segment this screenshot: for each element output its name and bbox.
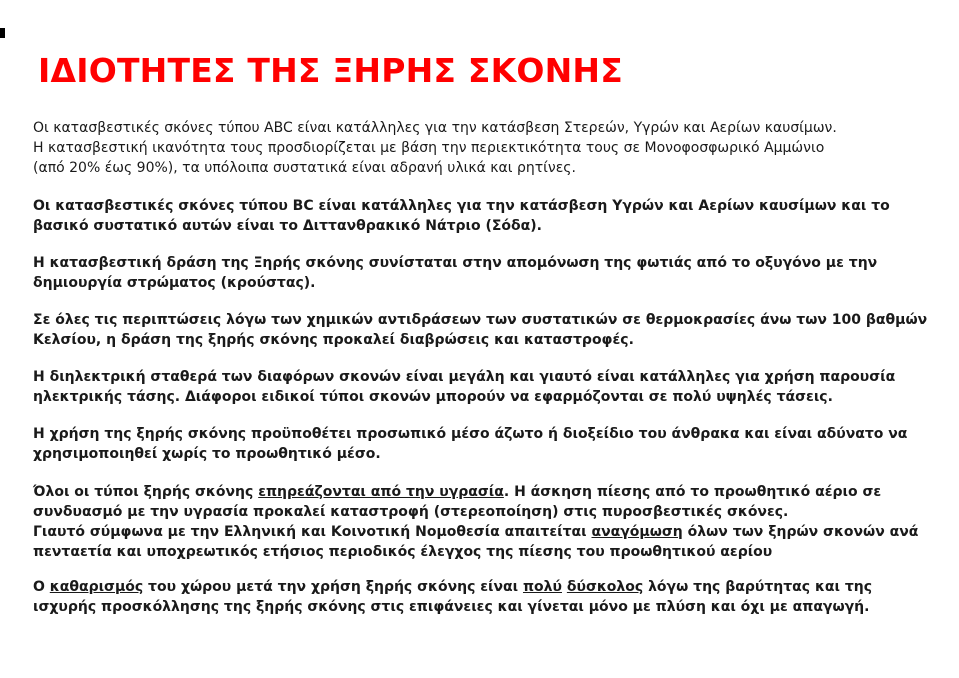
text-segment: Όλοι οι τύποι ξηρής σκόνης: [33, 484, 259, 500]
text-line: Σε όλες τις περιπτώσεις λόγω των χημικών αντιδράσεων των συστατικών σε θερμοκρασίες άνω των 100 βαθμών: [33, 312, 928, 328]
paragraph-dielectric: [33, 367, 938, 407]
text-line: Οι κατασβεστικές σκόνες τύπου ABC είναι κατάλληλες για την κατάσβεση Στερεών, Υγρών και Αερίων καυσίμων.: [33, 120, 837, 136]
text-line: Η χρήση της ξηρής σκόνης προϋποθέτει προσωπικό μέσο άζωτο ή διοξείδιο του άνθρακα και είναι αδύνατο να: [33, 426, 908, 442]
text-segment: . Η άσκηση πίεσης από το προωθητικό αέριο σε: [503, 484, 882, 500]
paragraph-corrosion: [33, 310, 938, 350]
text-line: χρησιμοποιηθεί χωρίς το προωθητικό μέσο.: [33, 446, 381, 462]
corner-mark: [0, 28, 5, 38]
paragraph-humidity: [33, 482, 938, 562]
text-segment: Γιαυτό σύμφωνα με την Ελληνική και Κοινοτική Νομοθεσία απαιτείται: [33, 524, 592, 540]
text-segment: Ο: [33, 579, 50, 595]
paragraph-abc-powders: [33, 118, 938, 178]
slide-title: ΙΔΙΟΤΗΤΕΣ ΤΗΣ ΞΗΡΗΣ ΣΚΟΝΗΣ: [38, 51, 623, 90]
underlined-text: καθαρισμός: [49, 579, 144, 595]
paragraph-bc-powders: [33, 196, 938, 236]
text-line: δημιουργία στρώματος (κρούστας).: [33, 275, 316, 291]
text-line: Η κατασβεστική δράση της Ξηρής σκόνης συνίσταται στην απομόνωση της φωτιάς από το οξυγόνο με την: [33, 255, 878, 271]
paragraph-cleaning: [33, 577, 938, 617]
paragraph-propellant: [33, 424, 938, 464]
underlined-text: επηρεάζονται από την υγρασία: [258, 484, 504, 500]
text-line: Κελσίου, η δράση της ξηρής σκόνης προκαλεί διαβρώσεις και καταστροφές.: [33, 332, 634, 348]
text-line: (από 20% έως 90%), τα υπόλοιπα συστατικά είναι αδρανή υλικά και ρητίνες.: [33, 160, 576, 176]
text-line: [33, 522, 938, 542]
slide: [33, 0, 938, 678]
text-line: βασικό συστατικό αυτών είναι το Διττανθρακικό Νάτριο (Σόδα).: [33, 218, 543, 234]
text-line: ηλεκτρικής τάσης. Διάφοροι ειδικοί τύποι σκονών μπορούν να εφαρμόζονται σε πολύ υψηλές τάσεις.: [33, 389, 833, 405]
text-line: πενταετία και υποχρεωτικός ετήσιος περιοδικός έλεγχος της πίεσης του προωθητικού αερίου: [33, 544, 773, 560]
text-segment: όλων των ξηρών σκονών ανά: [682, 524, 919, 540]
text-line: Η κατασβεστική ικανότητα τους προσδιορίζεται με βάση την περιεκτικότητα τους σε Μονοφοσφωρικό Αμμώνιο: [33, 140, 825, 156]
text-line: Οι κατασβεστικές σκόνες τύπου BC είναι κατάλληλες για την κατάσβεση Υγρών και Αερίων καυσίμων και το: [33, 198, 890, 214]
text-segment: του χώρου μετά την χρήση ξηρής σκόνης είναι: [143, 579, 523, 595]
text-line: συνδυασμό με την υγρασία προκαλεί καταστροφή (στερεοποίηση) στις πυροσβεστικές σκόνες.: [33, 504, 789, 520]
text-line: [33, 482, 938, 502]
text-line: [33, 577, 938, 597]
underlined-text: αναγόμωση: [591, 524, 683, 540]
paragraph-extinguishing-action: [33, 253, 938, 293]
underlined-text: δύσκολος: [566, 579, 644, 595]
underlined-text: πολύ: [522, 579, 562, 595]
text-line: Η διηλεκτρική σταθερά των διαφόρων σκονών είναι μεγάλη και γιαυτό είναι κατάλληλες για χρήση παρουσία: [33, 369, 896, 385]
text-line: ισχυρής προσκόλλησης της ξηρής σκόνης στις επιφάνειες και γίνεται μόνο με πλύση και όχι με απαγωγή.: [33, 599, 870, 615]
text-segment: λόγω της βαρύτητας και της: [643, 579, 873, 595]
